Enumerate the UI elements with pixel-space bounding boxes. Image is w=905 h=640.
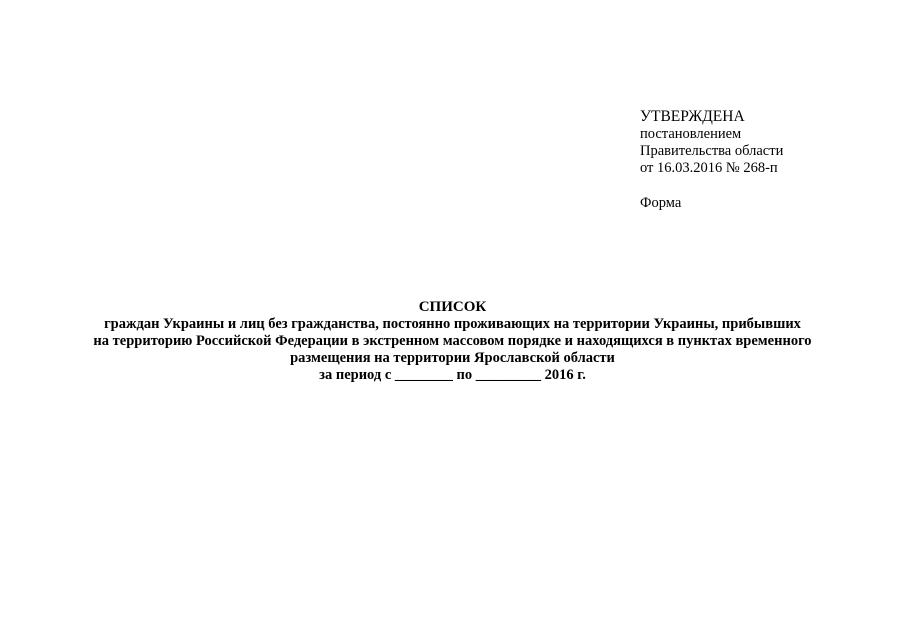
document-subtitle-line-2: на территорию Российской Федерации в экстренном массовом порядке и находящихся в пунктах временного (93, 333, 812, 349)
document-period-line: за период с ________ по _________ 2016 г. (319, 367, 586, 383)
document-title-block (40, 298, 865, 384)
approval-line-resolution: постановлением (640, 126, 742, 142)
approval-line-date-number: от 16.03.2016 № 268-п (640, 160, 778, 176)
approval-block (640, 108, 880, 212)
form-label: Форма (640, 195, 682, 211)
approval-spacer (640, 177, 880, 195)
document-subtitle-line-1: граждан Украины и лиц без гражданства, постоянно проживающих на территории Украины, прибывших (104, 316, 801, 332)
approval-line-government: Правительства области (640, 143, 784, 159)
document-subtitle-line-3: размещения на территории Ярославской области (290, 350, 615, 366)
approval-title: УТВЕРЖДЕНА (640, 108, 745, 125)
document-title: СПИСОК (418, 299, 487, 315)
